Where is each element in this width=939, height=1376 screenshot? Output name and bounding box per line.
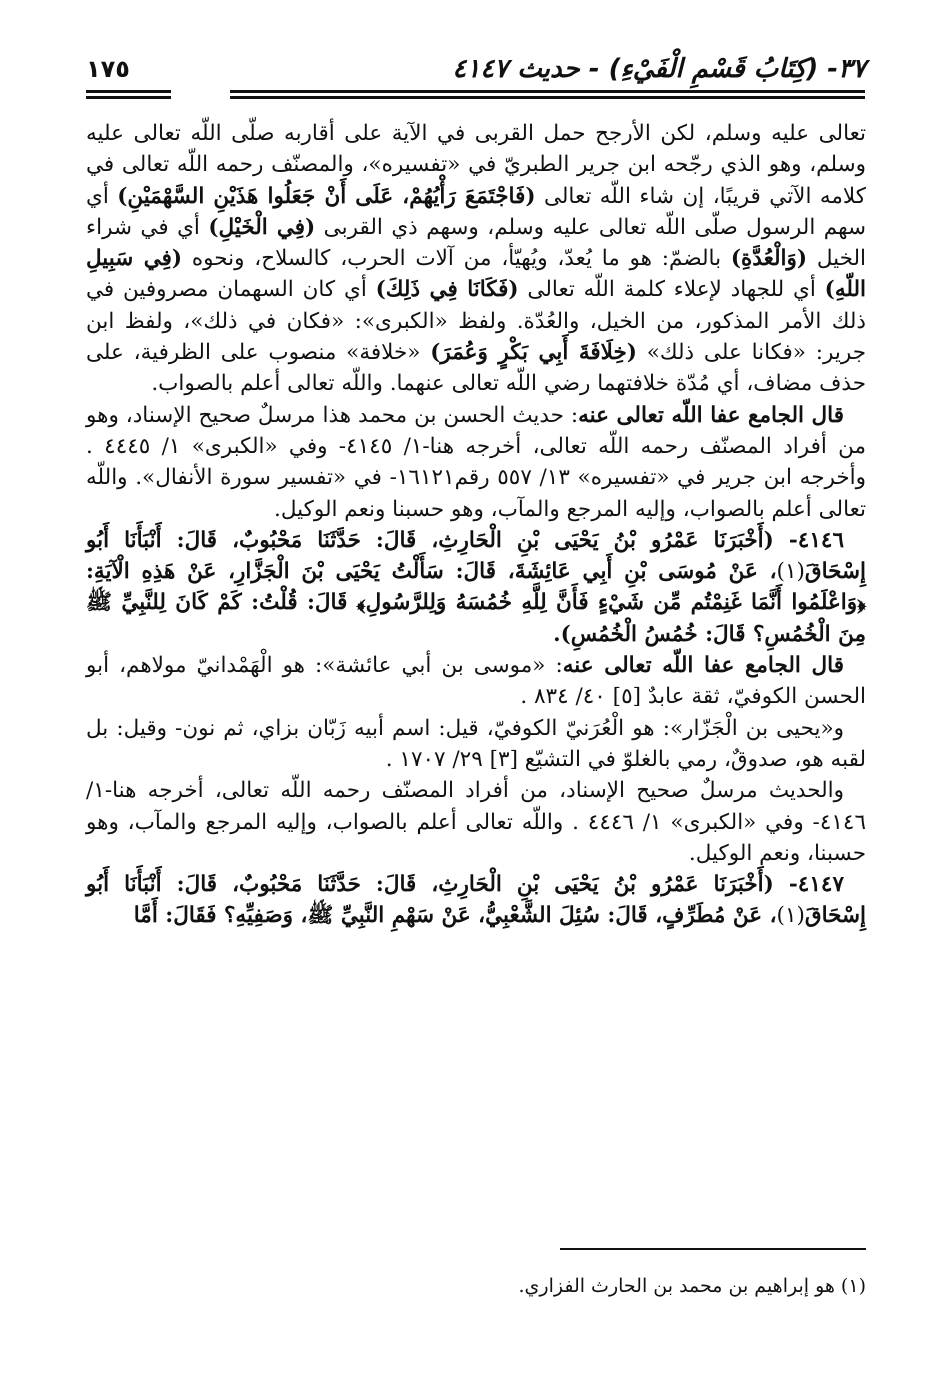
page-number: ١٧٥ [86, 55, 130, 83]
footnote: (١) هو إبراهيم بن محمد بن الحارث الفزاري. [518, 1275, 866, 1297]
bold-text-run: (فَكَانَا فِي ذَلِكَ) [375, 277, 519, 303]
text-run: والحديث مرسلٌ صحيح الإسناد، من أفراد المصنّف رحمه اللّه تعالى، أخرجه هنا-١/ ٤١٤٦- وفي «الكبرى» ١/ ٤٤٤٦ . واللّه تعالى أعلم بالصواب، وإليه المرجع والمآب، وهو حسبنا، ونعم الوكيل. [86, 778, 867, 866]
paragraph [86, 869, 866, 932]
header-rule [230, 90, 865, 99]
footnote-separator [560, 1248, 866, 1250]
header-rule-short [86, 90, 171, 99]
text-run: أي في شراء الخيل [86, 214, 866, 272]
main-text [86, 118, 866, 932]
bold-text-run: (فِي سَبِيلِ اللّهِ) [86, 246, 866, 303]
text-run: أي للجهاد لإعلاء كلمة اللّه تعالى [518, 277, 825, 303]
paragraph [86, 650, 866, 713]
text-run: تعالى عليه وسلم، لكن الأرجح حمل القربى في الآية على أقاربه صلّى اللّه تعالى عليه وسلم، وهو الذي رجّحه ابن جرير الطبريّ في «تفسيره»، والمصنّف رحمه اللّه تعالى في كلامه الآتي قريبًا، إن شاء اللّه تعالى [86, 121, 866, 209]
bold-text-run: (خِلَافَةَ أَبِي بَكْرٍ وَعُمَرَ) [430, 340, 637, 366]
text-run: أي كان السهمان مصروفين في ذلك الأمر المذكور، من الخيل، والعُدّة. ولفظ «الكبرى»: «فكان في ذلك»، ولفظ ابن جرير: «فكانا على ذلك» [86, 277, 867, 366]
paragraph [86, 400, 866, 525]
running-header [86, 52, 866, 86]
text-run: «خلافة» منصوب على الظرفية، على حذف مضاف، أي مُدّة خلافتهما رضي اللّه تعالى عنهما. واللّه تعالى أعلم بالصواب. [86, 340, 866, 397]
paragraph [86, 118, 866, 400]
text-run: : «موسى بن أبي عائشة»: هو الْهَمْدانيّ مولاهم، أبو الحسن الكوفيّ، ثقة عابدٌ [٥] ٤٠/ ٨٣٤ . [86, 653, 866, 710]
bold-text-run: ٤١٤٦- (أَخْبَرَنَا عَمْرُو بْنُ يَحْيَى بْنِ الْحَارِثِ، قَالَ: حَدَّثَنَا مَحْبُوبٌ، قَالَ: أَنْبَأَنَا أَبُو إِسْحَاقَ [86, 527, 866, 585]
text-run: (١) [776, 903, 805, 929]
bold-text-run: ، عَنْ مُوسَى بْنِ أَبِي عَائِشَةَ، قَالَ: سَأَلْتُ يَحْيَى بْنَ الْجَزَّارِ، عَنْ هَذِهِ الْآيَةِ: ﴿وَاعْلَمُوا أَنَّمَا غَنِمْتُم مِّن شَيْءٍ فَأَنَّ لِلَّهِ خُمُسَهُ وَلِلرَّسُولِ﴾ قَالَ: قُلْتُ: كَمْ كَانَ لِلنَّبِيِّ ﷺ مِنَ الْخُمُسِ؟ قَالَ: خُمُسُ الْخُمُسِ). [86, 559, 866, 647]
text-run: : حديث الحسن بن محمد هذا مرسلٌ صحيح الإسناد، وهو من أفراد المصنّف رحمه اللّه تعالى، أخرجه هنا-١/ ٤١٤٥- وفي «الكبرى» ١/ ٤٤٤٥ . وأخرجه ابن جرير في «تفسيره» ١٣/ ٥٥٧ رقم١٦١٢١- في «تفسير سورة الأنفال». واللّه تعالى أعلم بالصواب، وإليه المرجع والمآب، وهو حسبنا ونعم الوكيل. [86, 402, 867, 522]
text-run: و«يحيى بن الْجَزّار»: هو الْعُرَنيّ الكوفيّ، قيل: اسم أبيه زَبّان بزاي، ثم نون- وقيل: بل لقبه هو، صدوقٌ، رمي بالغلوّ في التشيّع [٣] ٢٩/ ١٧٠٧ . [86, 715, 866, 772]
bold-text-run: قال الجامع عفا اللّه تعالى عنه [578, 402, 844, 428]
bold-text-run: (وَالْعُدَّةِ) [730, 246, 808, 272]
text-run: (١) [776, 559, 805, 585]
paragraph [86, 713, 866, 776]
bold-text-run: قال الجامع عفا اللّه تعالى عنه [562, 653, 844, 679]
paragraph [86, 775, 866, 869]
text-run: بالضمّ: هو ما يُعدّ، ويُهيّأ، من آلات الحرب، كالسلاح، ونحوه [182, 246, 731, 272]
bold-text-run: (فَاجْتَمَعَ رَأْيُهُمْ، عَلَى أَنْ جَعَلُوا هَذَيْنِ السَّهْمَيْنِ) [117, 183, 536, 209]
text-run: أي سهم الرسول صلّى اللّه تعالى عليه وسلم، وسهم ذي القربى [86, 183, 867, 240]
bold-text-run: ٤١٤٧- (أَخْبَرَنَا عَمْرُو بْنُ يَحْيَى بْنِ الْحَارِثِ، قَالَ: حَدَّثَنَا مَحْبُوبٌ، قَالَ: أَنْبَأَنَا أَبُو إِسْحَاقَ [86, 872, 866, 929]
bold-text-run: ، عَنْ مُطَرِّفٍ، قَالَ: سُئِلَ الشَّعْبِيُّ، عَنْ سَهْمِ النَّبِيِّ ﷺ، وَصَفِيِّهِ؟ فَقَالَ: أَمَّا [133, 903, 777, 929]
chapter-title: ٣٧- (كِتَابُ قَسْمِ الْفَيْءِ) - حديث ٤١٤٧ [452, 54, 866, 84]
paragraph [86, 525, 866, 650]
bold-text-run: (فِي الْخَيْلِ) [208, 214, 316, 240]
